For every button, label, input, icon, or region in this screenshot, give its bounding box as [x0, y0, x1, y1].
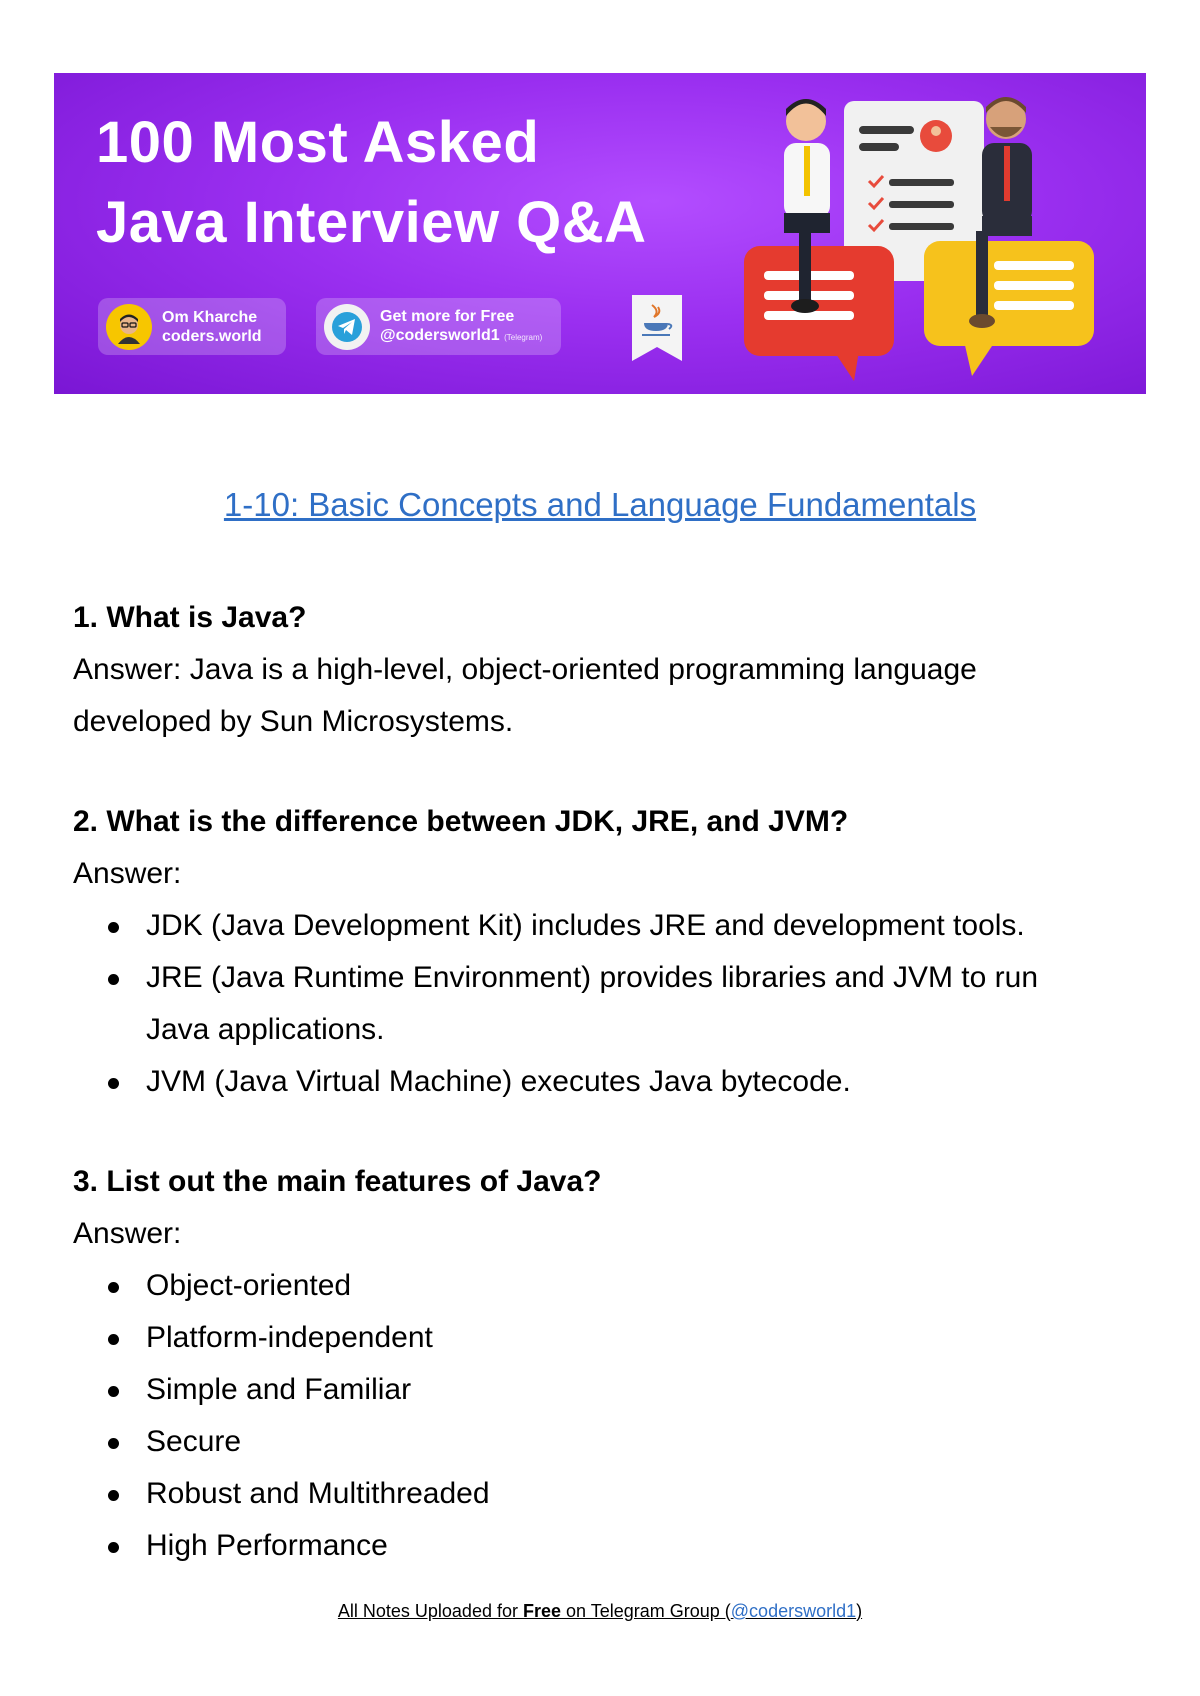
author-name: Om Kharche: [162, 308, 258, 326]
answer-2-list: [73, 900, 1133, 1108]
question-1: 1. What is Java?: [73, 601, 307, 634]
list-item: Platform-independent: [146, 1312, 1133, 1364]
footer-text-bold: Free: [522, 1601, 562, 1621]
list-item: JVM (Java Virtual Machine) executes Java bytecode.: [146, 1056, 1133, 1108]
answer-1-line1: Answer: Java is a high-level, object-oriented programming language: [73, 653, 977, 686]
list-item: Robust and Multithreaded: [146, 1468, 1133, 1520]
list-item: Object-oriented: [146, 1260, 1133, 1312]
telegram-chip[interactable]: [316, 298, 561, 355]
telegram-handle: @codersworld1: [380, 326, 500, 344]
banner-title-line2: Java Interview Q&A: [96, 190, 647, 255]
question-2: 2. What is the difference between JDK, JRE, and JVM?: [73, 805, 849, 838]
author-chip[interactable]: [98, 298, 286, 355]
footer-text-before: All Notes Uploaded for: [337, 1601, 523, 1621]
banner-title-line1: 100 Most Asked: [96, 110, 540, 175]
answer-2-label: Answer:: [73, 857, 182, 890]
answer-3-label: Answer:: [73, 1217, 182, 1250]
list-item: High Performance: [146, 1520, 1133, 1572]
answer-3-list: [73, 1260, 1133, 1572]
answer-1-line2: developed by Sun Microsystems.: [73, 705, 514, 738]
telegram-line1: Get more for Free: [380, 307, 515, 325]
avatar-icon: [106, 304, 152, 350]
qa-content: [73, 592, 1133, 1572]
interview-illustration: [744, 81, 1144, 391]
list-item: JDK (Java Development Kit) includes JRE and development tools.: [146, 900, 1133, 952]
banner-title: [96, 103, 647, 263]
footer-close: ): [856, 1601, 863, 1621]
footer-telegram-link[interactable]: @codersworld1: [730, 1601, 857, 1621]
footer-note: [0, 1601, 1200, 1622]
telegram-icon: [324, 304, 370, 350]
question-3: 3. List out the main features of Java?: [73, 1165, 602, 1198]
section-title: 1-10: Basic Concepts and Language Fundamentals: [223, 486, 977, 523]
header-banner: [54, 73, 1146, 394]
list-item: Simple and Familiar: [146, 1364, 1133, 1416]
list-item: Secure: [146, 1416, 1133, 1468]
footer-text-after: on Telegram Group (: [561, 1601, 731, 1621]
author-site: coders.world: [162, 327, 262, 345]
list-item: JRE (Java Runtime Environment) provides libraries and JVM to run Java applications.: [146, 952, 1133, 1056]
telegram-note: (Telegram): [504, 332, 543, 342]
java-icon: [632, 295, 682, 361]
